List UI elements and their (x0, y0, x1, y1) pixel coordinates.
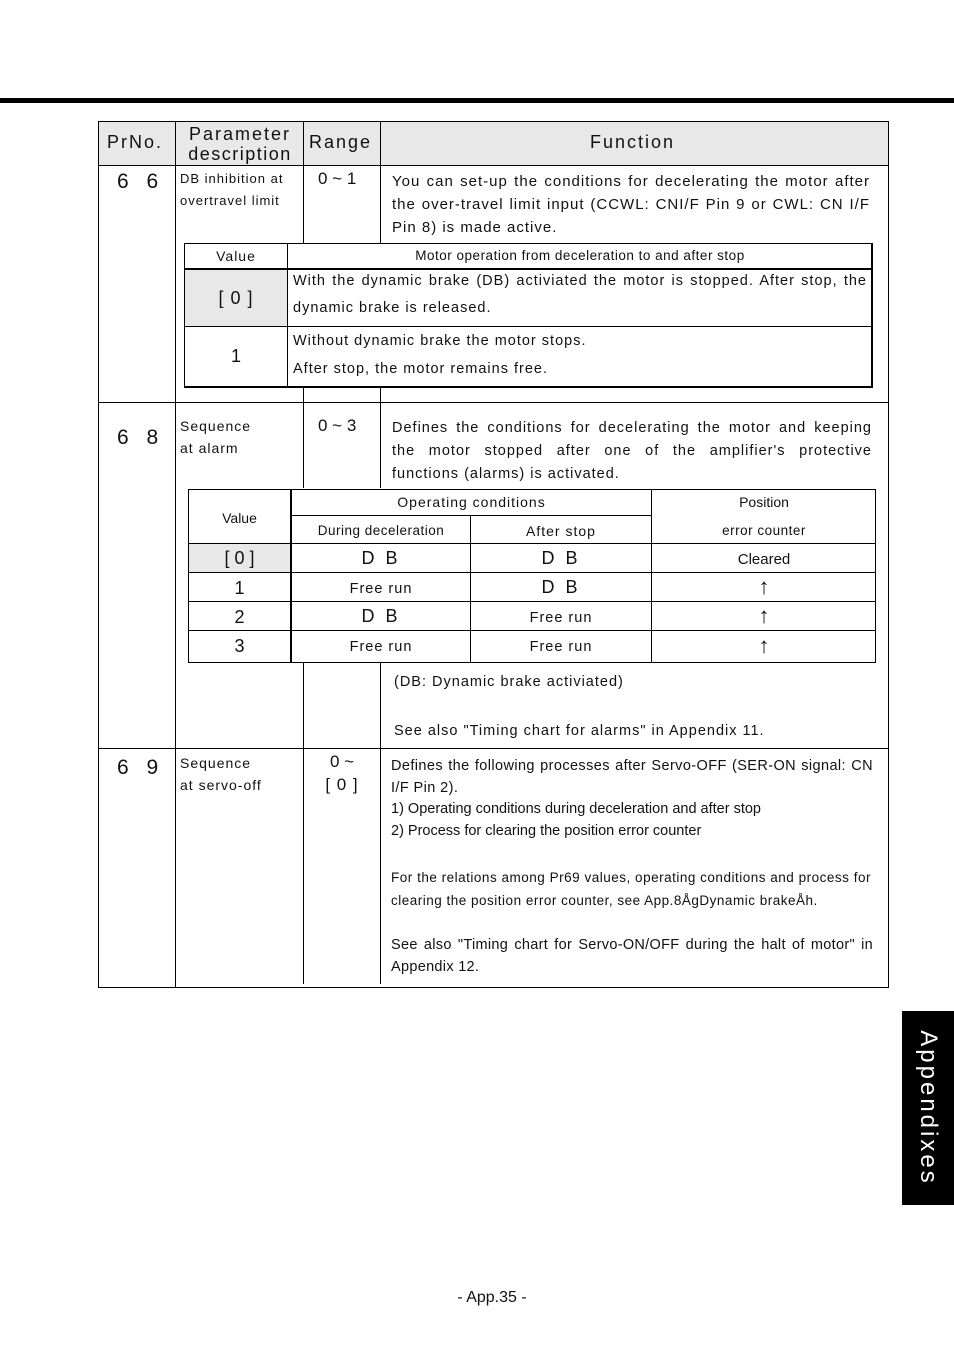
row68-col-position-line2: error counter (722, 523, 806, 538)
row68-value-0: [ 0 ] (224, 548, 255, 568)
header-function: Function (590, 132, 676, 152)
row68-col-operating: Operating conditions (397, 494, 546, 510)
row68-col-value: Value (222, 510, 257, 526)
row68-during-2: D B (361, 606, 401, 626)
row66-text-1-line1: Without dynamic brake the motor stops. (293, 333, 587, 349)
row68-after-3: Free run (529, 639, 593, 655)
row68-desc-line1: Sequence (180, 418, 252, 434)
row68-note-db: (DB: Dynamic brake activiated) (394, 674, 624, 690)
header-param-line2: description (188, 144, 292, 164)
row68-after-2: Free run (529, 610, 593, 626)
row66-text-0: With the dynamic brake (DB) activiated the motor is stopped. After stop, the dynamic brake is released. (293, 273, 867, 316)
row68-during-3: Free run (349, 639, 413, 655)
row66-col-value: Value (216, 248, 256, 264)
side-tab-label: Appendixes (915, 1030, 942, 1186)
appendixes-side-tab (902, 1011, 954, 1205)
row68-during-0: D B (361, 548, 401, 568)
row66-function-text: You can set-up the conditions for decelerating the motor after the over-travel limit input (CCWL: CNI/F Pin 9 or CWL: CN I/F Pin 8) is made active. (392, 173, 870, 236)
row66-value-0: [ 0 ] (218, 288, 254, 308)
row69-range-line1: 0 ~ (329, 752, 355, 771)
row68-after-0: D B (541, 548, 581, 568)
header-param-line1: Parameter (188, 124, 292, 144)
row69-p4: For the relations among Pr69 values, operating conditions and process for clearing the position error counter, see App.8ÅgDynamic brakeÅh. (391, 870, 871, 908)
row68-value-1: 1 (234, 578, 245, 598)
row68-note-timing: See also "Timing chart for alarms" in Appendix 11. (394, 723, 765, 739)
row69-p2: 1) Operating conditions during deceleration and after stop (391, 801, 761, 817)
row68-value-3: 3 (234, 636, 245, 656)
row68-counter-2-arrow-up-icon: ↑ (758, 603, 770, 628)
row69-p1: Defines the following processes after Servo-OFF (SER-ON signal: CN I/F Pin 2). (391, 758, 873, 796)
row66-number: 6 6 (117, 170, 165, 193)
row68-value-2: 2 (234, 607, 245, 627)
row69-desc-line1: Sequence (180, 755, 252, 771)
row68-col-position-line1: Position (739, 494, 789, 510)
row68-function-text: Defines the conditions for decelerating the motor and keeping the motor stopped after one of the amplifier's protective functions (alarms) is activated. (392, 420, 872, 482)
row69-p3: 2) Process for clearing the position error counter (391, 823, 702, 839)
row68-desc-line2: at alarm (180, 440, 239, 456)
row66-value-1: 1 (230, 346, 241, 366)
row68-during-1: Free run (349, 581, 413, 597)
row68-counter-1-arrow-up-icon: ↑ (758, 574, 770, 599)
header-range: Range (309, 132, 373, 152)
row68-counter-3-arrow-up-icon: ↑ (758, 633, 770, 658)
header-prno: PrNo. (107, 132, 164, 152)
row66-range: 0 ~ 1 (318, 169, 357, 188)
row69-range-line2: [ 0 ] (325, 775, 359, 794)
row68-number: 6 8 (117, 426, 165, 449)
row69-number: 6 9 (117, 756, 165, 779)
row69-p5: See also "Timing chart for Servo-ON/OFF during the halt of motor" in Appendix 12. (391, 937, 873, 975)
row68-col-during: During deceleration (317, 523, 445, 538)
row69-desc-line2: at servo-off (180, 777, 262, 793)
row68-counter-0: Cleared (737, 551, 791, 568)
row68-range: 0 ~ 3 (318, 416, 357, 435)
row66-col-motor: Motor operation from deceleration to and after stop (415, 248, 745, 263)
row66-desc-line2: overtravel limit (180, 193, 280, 208)
top-rule (0, 98, 954, 103)
page-number: - App.35 - (457, 1289, 527, 1306)
row68-col-after: After stop (526, 523, 596, 539)
row68-after-1: D B (541, 577, 581, 597)
row66-desc-line1: DB inhibition at (180, 171, 284, 186)
row66-text-1-line2: After stop, the motor remains free. (293, 361, 549, 377)
